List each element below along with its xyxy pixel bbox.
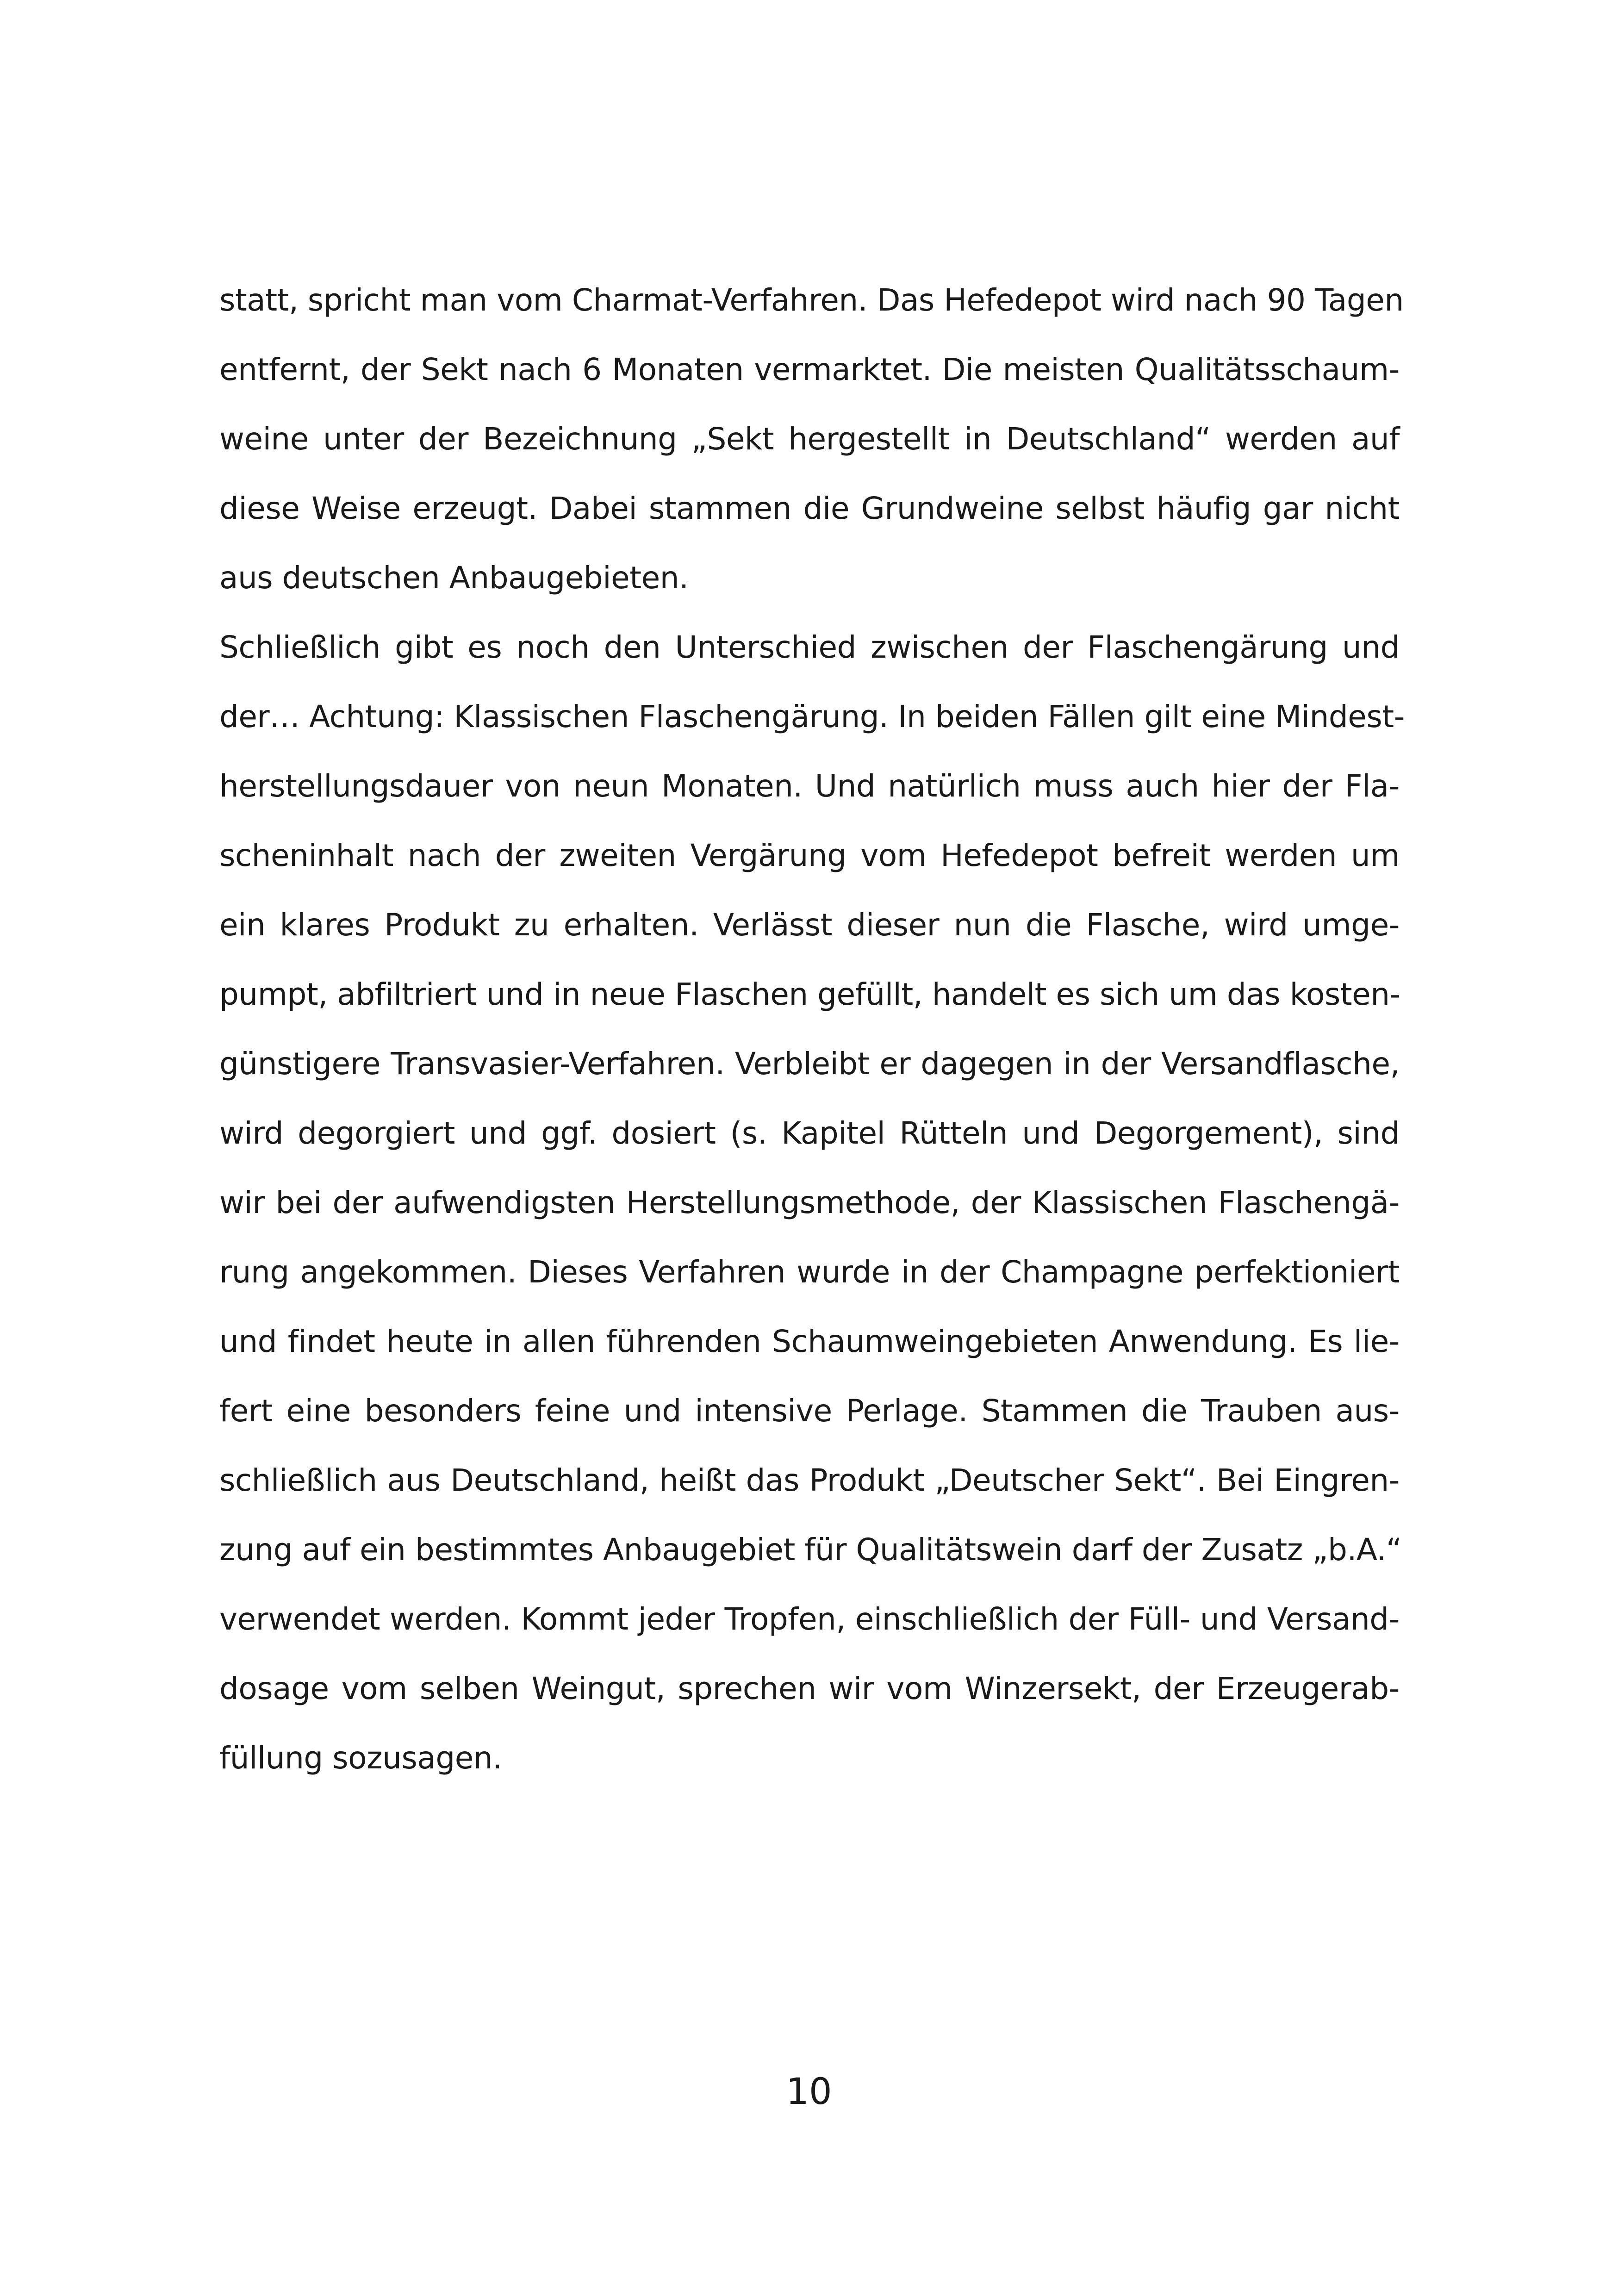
text-line: pumpt, abfiltriert und in neue Flaschen gefüllt, handelt es sich um das kosten-: [219, 977, 1400, 1012]
page-number: 10: [786, 2071, 832, 2113]
body-text: [219, 266, 1405, 1793]
text-line: dosage vom selben Weingut, sprechen wir vom Winzersekt, der Erzeugerab-: [219, 1671, 1400, 1706]
text-line: zung auf ein bestimmtes Anbaugebiet für Qualitätswein darf der Zusatz „b.A.“: [219, 1532, 1402, 1568]
text-line: und findet heute in allen führenden Schaumweingebieten Anwendung. Es lie-: [219, 1324, 1400, 1359]
text-line: Schließlich gibt es noch den Unterschied zwischen der Flaschengärung und: [219, 629, 1400, 665]
paragraph-1: [219, 266, 1404, 613]
text-line: fert eine besonders feine und intensive Perlage. Stammen die Trauben aus-: [219, 1393, 1400, 1429]
text-line: entfernt, der Sekt nach 6 Monaten vermarktet. Die meisten Qualitätsschaum-: [219, 352, 1400, 387]
text-line: diese Weise erzeugt. Dabei stammen die Grundweine selbst häufig gar nicht: [219, 491, 1400, 526]
paragraph-2: [219, 613, 1405, 1793]
text-line: wir bei der aufwendigsten Herstellungsmethode, der Klassischen Flaschengä-: [219, 1185, 1400, 1220]
text-line: scheninhalt nach der zweiten Vergärung vom Hefedepot befreit werden um: [219, 838, 1400, 873]
text-line: wird degorgiert und ggf. dosiert (s. Kapitel Rütteln und Degorgement), sind: [219, 1115, 1400, 1151]
text-line: aus deutschen Anbaugebieten.: [219, 560, 689, 596]
text-line: herstellungsdauer von neun Monaten. Und natürlich muss auch hier der Fla-: [219, 768, 1400, 804]
text-line: statt, spricht man vom Charmat-Verfahren. Das Hefedepot wird nach 90 Tagen: [219, 282, 1404, 318]
text-line: weine unter der Bezeichnung „Sekt hergestellt in Deutschland“ werden auf: [219, 421, 1400, 457]
text-line: der… Achtung: Klassischen Flaschengärung. In beiden Fällen gilt eine Mindest-: [219, 699, 1405, 734]
text-line: rung angekommen. Dieses Verfahren wurde in der Champagne perfektioniert: [219, 1254, 1400, 1290]
text-line: ein klares Produkt zu erhalten. Verlässt dieser nun die Flasche, wird umge-: [219, 907, 1400, 943]
text-line: füllung sozusagen.: [219, 1740, 502, 1776]
text-line: verwendet werden. Kommt jeder Tropfen, einschließlich der Füll- und Versand-: [219, 1601, 1400, 1637]
text-line: schließlich aus Deutschland, heißt das Produkt „Deutscher Sekt“. Bei Eingren-: [219, 1462, 1400, 1498]
text-line: günstigere Transvasier-Verfahren. Verbleibt er dagegen in der Versandflasche,: [219, 1046, 1400, 1082]
